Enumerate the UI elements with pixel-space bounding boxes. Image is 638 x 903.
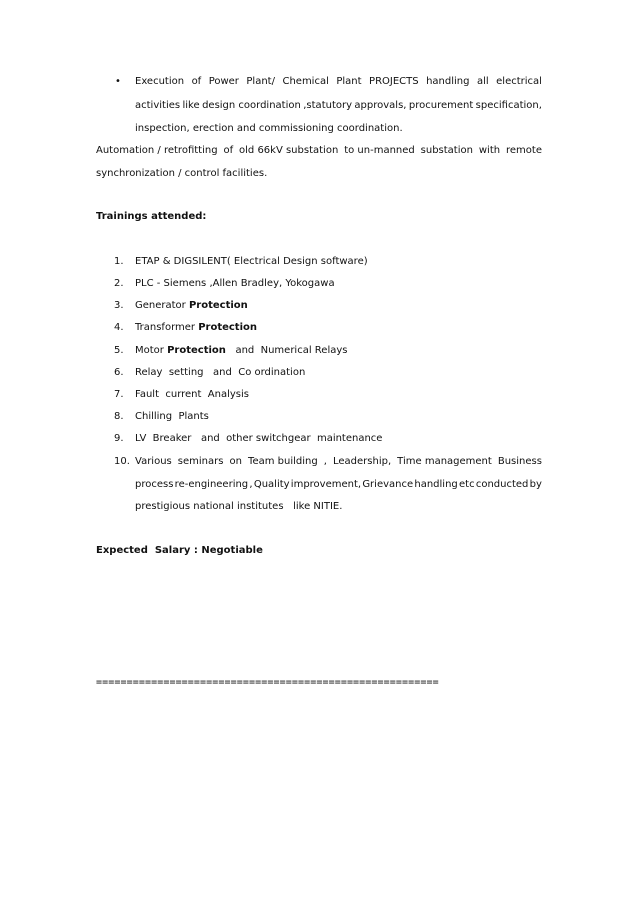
word: of	[191, 76, 202, 87]
word: Grievance	[362, 479, 414, 490]
word: remote	[506, 145, 542, 156]
list-number: 9.	[114, 433, 124, 444]
list-item-text: PLC - Siemens ,Allen Bradley, Yokogawa	[135, 278, 335, 289]
list-item-text: Chilling Plants	[135, 411, 209, 422]
word: Leadership,	[332, 456, 392, 467]
word: activities	[135, 100, 181, 111]
item-text-after: and Numerical Relays	[225, 345, 348, 356]
item-text-plain: Transformer	[135, 322, 199, 333]
item10-line-3: prestigious national institutes like NITIE.	[135, 501, 343, 512]
word: Various	[135, 456, 172, 467]
word: all	[476, 76, 489, 87]
word: Time management	[397, 456, 492, 467]
list-item-text: Fault current Analysis	[135, 389, 249, 400]
word: Power	[208, 76, 239, 87]
word: conducted	[475, 479, 529, 490]
word: Team building	[248, 456, 318, 467]
word: like	[182, 100, 200, 111]
item-text-plain: Motor	[135, 345, 168, 356]
word: PROJECTS	[369, 76, 419, 87]
list-number: 10.	[114, 456, 130, 467]
word: to un-manned	[344, 145, 415, 156]
word: substation	[420, 145, 473, 156]
word: on	[229, 456, 242, 467]
word: ,	[323, 456, 327, 467]
bullet-line-3: inspection, erection and commissioning coordination.	[135, 123, 403, 134]
list-number: 4.	[114, 322, 124, 333]
word: of	[223, 145, 234, 156]
word: approvals,	[354, 100, 407, 111]
item-text-plain: Generator	[135, 300, 189, 311]
word: process	[135, 479, 174, 490]
word: Automation / retrofitting	[96, 145, 218, 156]
word: Execution	[135, 76, 185, 87]
divider-line: ========================================================	[96, 677, 439, 688]
word: Quality	[253, 479, 290, 490]
word: improvement,	[290, 479, 362, 490]
list-number: 2.	[114, 278, 124, 289]
item-text-bold: Protection	[188, 300, 248, 311]
bullet-line-2	[135, 100, 542, 112]
bullet-icon: •	[115, 76, 121, 87]
word: procurement	[408, 100, 474, 111]
list-number: 8.	[114, 411, 124, 422]
item10-line-2	[135, 479, 542, 491]
bullet-line-1	[135, 76, 542, 88]
list-item-text: Relay setting and Co ordination	[135, 367, 306, 378]
item-text-bold: Protection	[198, 322, 258, 333]
list-item-text: LV Breaker and other switchgear maintenance	[135, 433, 383, 444]
word: re-engineering	[174, 479, 249, 490]
word: Chemical	[282, 76, 329, 87]
trainings-heading: Trainings attended:	[96, 211, 207, 222]
word: Business	[497, 456, 542, 467]
automation-line-2: synchronization / control facilities.	[96, 168, 268, 179]
word: with	[478, 145, 501, 156]
word: old 66kV substation	[239, 145, 339, 156]
list-number: 6.	[114, 367, 124, 378]
list-item-text	[135, 300, 248, 312]
expected-salary: Expected Salary : Negotiable	[96, 545, 263, 556]
word: by	[529, 479, 542, 490]
word: ,statutory	[303, 100, 353, 111]
list-number: 3.	[114, 300, 124, 311]
word: electrical	[496, 76, 542, 87]
list-item-text: ETAP & DIGSILENT( Electrical Design software)	[135, 256, 368, 267]
item-text-bold: Protection	[167, 345, 226, 356]
list-item-text	[135, 322, 257, 334]
word: Plant/	[246, 76, 275, 87]
word: specification,	[475, 100, 542, 111]
word: Plant	[336, 76, 362, 87]
list-number: 1.	[114, 256, 124, 267]
list-item-text	[135, 345, 347, 357]
word: handling	[414, 479, 458, 490]
automation-line-1	[96, 145, 542, 157]
word: seminars	[177, 456, 224, 467]
list-number: 7.	[114, 389, 124, 400]
word: ,	[249, 479, 253, 490]
word: etc	[459, 479, 475, 490]
word: design coordination	[202, 100, 301, 111]
list-number: 5.	[114, 345, 124, 356]
word: handling	[426, 76, 470, 87]
item10-line-1	[135, 456, 542, 468]
